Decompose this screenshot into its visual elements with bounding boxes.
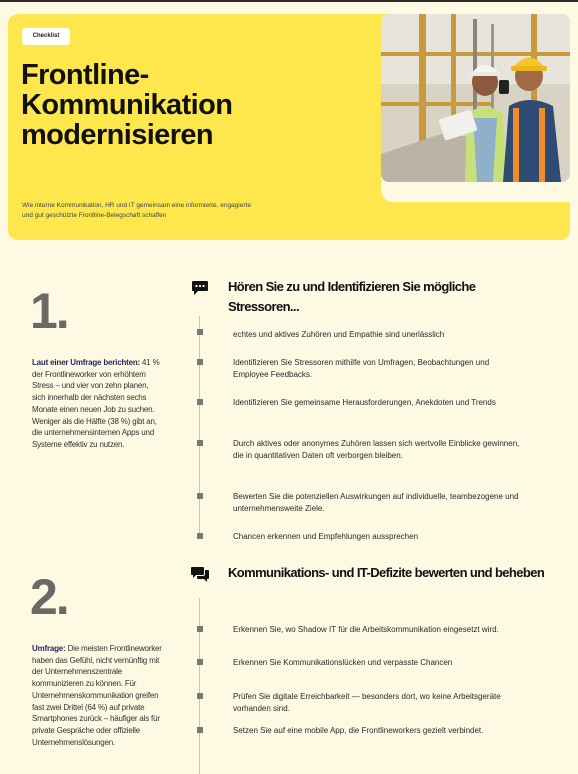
bullet-marker [197,329,203,335]
survey-stat-lead: Umfrage: [32,644,66,653]
survey-stat-2 [32,643,162,748]
section-title-1-line-1: Hören Sie zu und Identifizieren Sie mögliche [228,279,476,294]
survey-stat-text: 41 % der Frontlineworker von erhöhtem Stress – und vier von zehn planen, sich innerhalb der nächsten sechs Monate einen neuen Job zu suchen. Weniger als die Hälfte (38 %) gibt an, die unternehmensinternen Apps und Systeme effektiv zu nutzen. [32,358,160,449]
checklist-item: Bewerten Sie die potenziellen Auswirkungen auf individuelle, teambezogene und unternehmensweite Ziele. [233,492,519,513]
checklist-item: Erkennen Sie, wo Shadow IT für die Arbeitskommunikation eingesetzt wird. [233,625,499,634]
timeline-line-2 [199,598,200,774]
section-number-2: 2. [30,569,68,625]
bullet-marker [197,626,203,632]
page-title [21,60,351,150]
construction-workers-illustration [381,14,570,182]
checklist-item: Identifizieren Sie gemeinsame Herausforderungen, Anekdoten und Trends [233,398,496,407]
title-line-2: Kommunikation [21,89,233,121]
bullet-marker [197,659,203,665]
checklist-item: Identifizieren Sie Stressoren mithilfe von Umfragen, Beobachtungen und Employee Feedbacks. [233,358,490,379]
checklist-item: Setzen Sie auf eine mobile App, die Frontlineworkers gezielt verbindet. [233,726,484,735]
top-border [0,0,578,2]
checklist-item: Prüfen Sie digitale Erreichbarkeit — besonders dort, wo keine Arbeitsgeräte vorhanden sind. [233,692,501,713]
survey-stat-text: Die meisten Frontlineworker haben das Gefühl, nicht vernünftig mit der Unternehmenszentrale kommunizieren zu können. Für Unternehmenskommunikation greifen fast zwei Drittel (64 %) auf private Smartphones zurück – häufiger als für private Gespräche oder offizielle Unternehmenslösungen. [32,644,162,747]
checklist-item: echtes und aktives Zuhören und Empathie sind unerlässlich [233,330,445,339]
bullet-marker [197,359,203,365]
survey-stat-1 [32,357,162,451]
checklist-item: Chancen erkennen und Empfehlungen aussprechen [233,532,419,541]
bullet-marker [197,440,203,446]
chat-bubble-icon [191,280,209,296]
bullet-marker [197,693,203,699]
bullet-marker [197,533,203,539]
timeline-line-1 [199,316,200,538]
survey-stat-lead: Laut einer Umfrage berichten: [32,358,141,367]
checklist-badge: Checklist [22,28,70,45]
page-subtitle: Wie interne Kommunikation, HR und IT gemeinsam eine informierte, engagierte und gut geschützte Frontline-Belegschaft schaffen [22,202,251,219]
section-number-1: 1. [30,283,68,339]
title-line-3: modernisieren [21,119,214,151]
section-title-1 [228,277,558,317]
title-line-1: Frontline- [21,59,149,91]
section-title-1-line-2: Stressoren... [228,299,299,314]
workers-photo [381,14,570,182]
checklist-item: Erkennen Sie Kommunikationslücken und verpasste Chancen [233,658,453,667]
bullet-marker [197,493,203,499]
bullet-marker [197,399,203,405]
chat-double-icon [191,566,209,582]
bullet-marker [197,727,203,733]
checklist-item: Durch aktives oder anonymes Zuhören lassen sich wertvolle Einblicke gewinnen, die in quantitativen Daten oft verborgen bleiben. [233,439,520,460]
section-title-2: Kommunikations- und IT-Defizite bewerten und beheben [228,565,545,580]
